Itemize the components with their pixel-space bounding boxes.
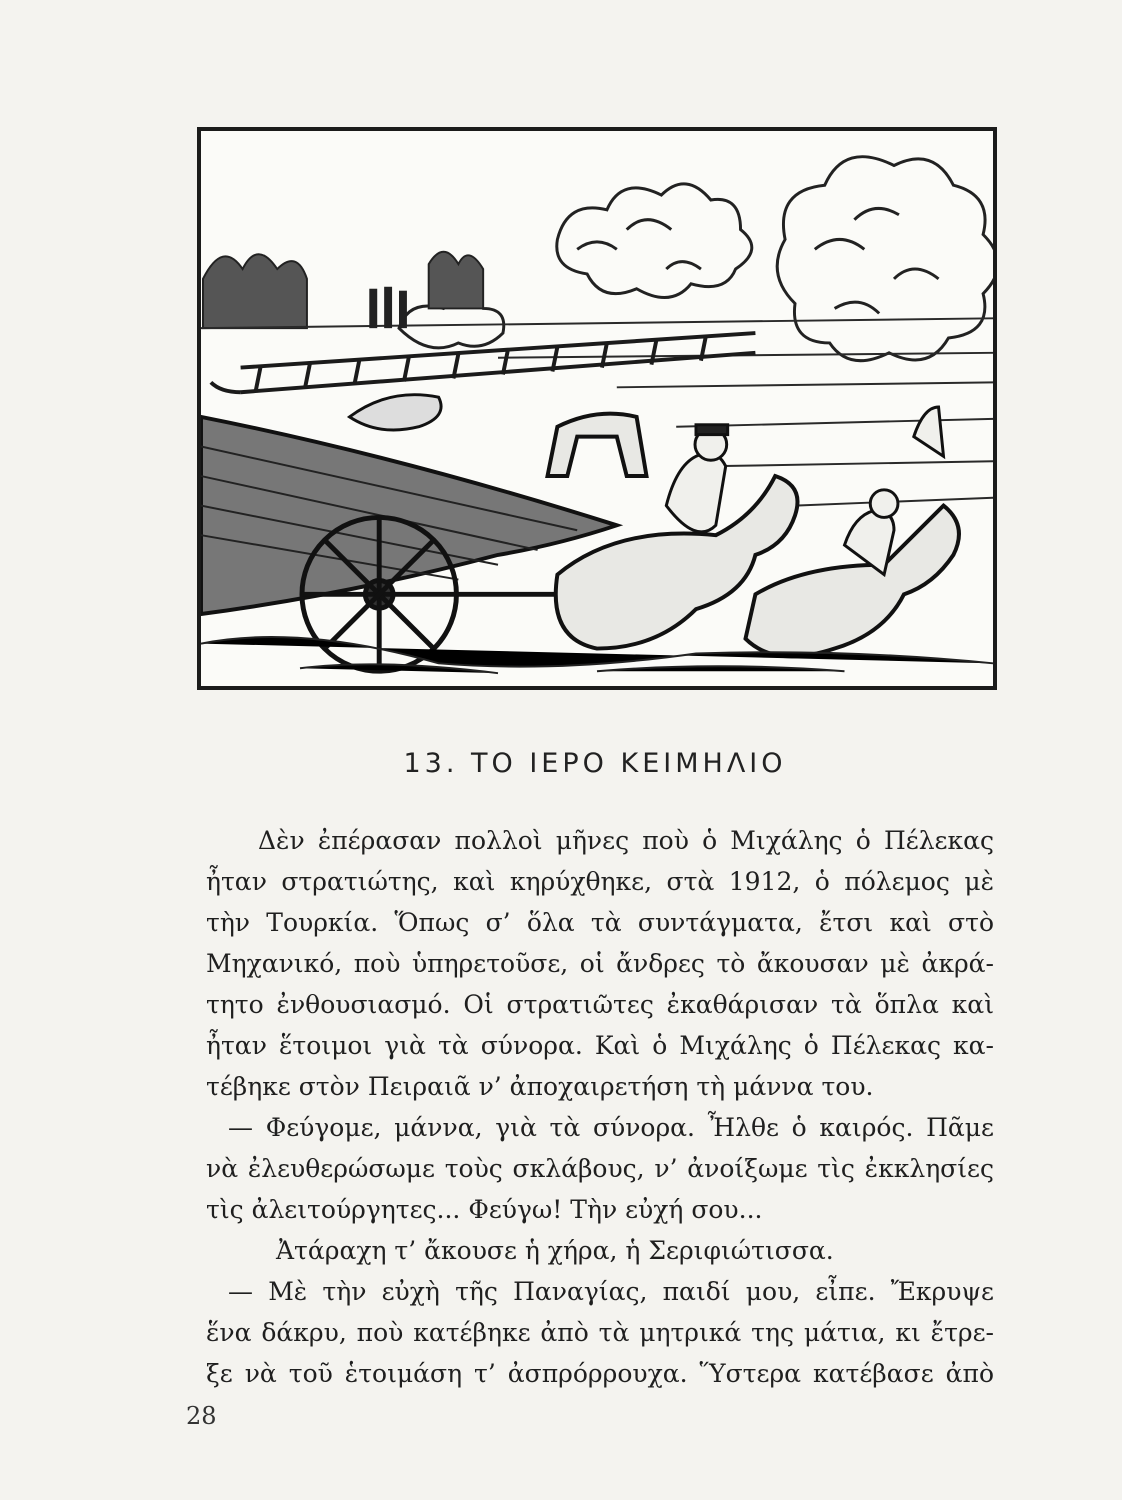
- body-line: ἦταν ἕτοιμοι γιὰ τὰ σύνορα. Καὶ ὁ Μιχάλης ὁ Πέλεκας κα-: [206, 1031, 994, 1060]
- body-line: τητο ἐνθουσιασμό. Οἱ στρατιῶτες ἐκαθάρισαν τὰ ὅπλα καὶ: [206, 990, 994, 1019]
- body-line: ἕνα δάκρυ, ποὺ κατέβηκε ἀπὸ τὰ μητρικά της μάτια, κι ἔτρε-: [206, 1318, 994, 1347]
- body-line: τὴν Τουρκία. Ὅπως σ’ ὅλα τὰ συντάγματα, ἔτσι καὶ στὸ: [206, 908, 994, 937]
- body-line: νὰ ἐλευθερώσωμε τοὺς σκλάβους, ν’ ἀνοίξωμε τὶς ἐκκλησίες: [206, 1154, 994, 1183]
- body-line: Ἀτάραχη τ’ ἄκουσε ἡ χήρα, ἡ Σεριφιώτισσα.: [276, 1236, 834, 1265]
- page-number: 28: [186, 1402, 217, 1430]
- body-line: ἦταν στρατιώτης, καὶ κηρύχθηκε, στὰ 1912, ὁ πόλεμος μὲ: [206, 867, 994, 896]
- body-line: τὶς ἀλειτούργητες... Φεύγω! Τὴν εὐχή σου...: [206, 1195, 763, 1224]
- body-line: — Φεύγομε, μάννα, γιὰ τὰ σύνορα. Ἦλθε ὁ καιρός. Πᾶμε: [228, 1113, 994, 1142]
- body-line: τέβηκε στὸν Πειραιᾶ ν’ ἀποχαιρετήση τὴ μάννα του.: [206, 1072, 874, 1101]
- body-line: — Μὲ τὴν εὐχὴ τῆς Παναγίας, παιδί μου, εἶπε. Ἔκρυψε: [228, 1277, 994, 1306]
- chapter-illustration: [197, 127, 997, 690]
- body-line: Μηχανικό, ποὺ ὑπηρετοῦσε, οἱ ἄνδρες τὸ ἄκουσαν μὲ ἀκρά-: [206, 949, 994, 978]
- body-line: Δὲν ἐπέρασαν πολλοὶ μῆνες ποὺ ὁ Μιχάλης ὁ Πέλεκας: [258, 826, 994, 855]
- chapter-title: 13. ΤΟ ΙΕΡΟ ΚΕΙΜΗΛΙΟ: [403, 748, 787, 779]
- body-line: ξε νὰ τοῦ ἑτοιμάση τ’ ἀσπρόρρουχα. Ὕστερα κατέβασε ἀπὸ: [206, 1359, 994, 1388]
- pontoon-bridge-battle-engraving-icon: [201, 131, 993, 686]
